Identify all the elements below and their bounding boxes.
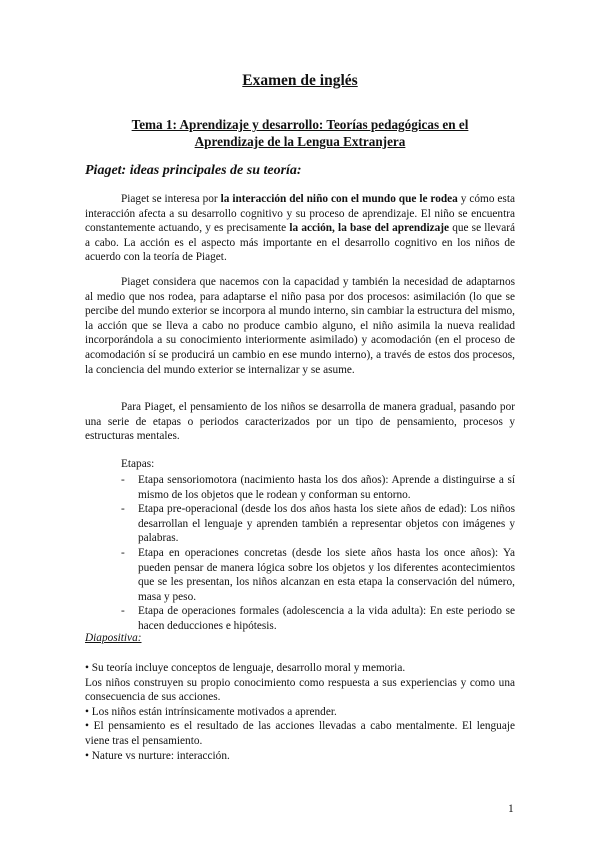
bullet-line: • Los niños están intrínsicamente motivados a aprender. <box>85 705 337 718</box>
etapa-item: - Etapa de operaciones formales (adolescencia a la vida adulta): En este periodo se hacen deducciones e hipótesis. <box>121 605 515 632</box>
paragraph-3: Para Piaget, el pensamiento de los niños se desarrolla de manera gradual, pasando por una serie de etapas o periodos caracterizados por un tipo de pensamiento, procesos y estructuras mentales. <box>85 401 515 443</box>
para1-bold-2: la acción, la base del aprendizaje <box>289 222 450 235</box>
etapas-list <box>121 473 515 634</box>
section-heading: Piaget: ideas principales de su teoría: <box>85 163 302 178</box>
subtitle-line-2: Aprendizaje de la Lengua Extranjera <box>194 134 406 149</box>
etapa-text: Etapa en operaciones concretas (desde los siete años hasta los once años): Ya pueden pensar de manera lógica sobre los objetos y los diferentes acontecimientos que se les presentan, los niños alcanzan en esta etapa la conservación del número, masa y peso. <box>138 546 515 603</box>
etapa-item: - Etapa en operaciones concretas (desde los siete años hasta los once años): Ya pueden pensar de manera lógica sobre los objetos y los diferentes acontecimientos que se les presentan, los niños alcanzan en esta etapa la conservación del número, masa y peso. <box>121 546 515 603</box>
bullet-line: • Nature vs nurture: interacción. <box>85 749 230 762</box>
etapa-text: Etapa pre-operacional (desde los dos años hasta los siete años de edad): Los niños desarrollan el lenguaje y aprenden también a representar objetos con imágenes y palabras. <box>138 503 515 545</box>
diapositiva-bullets <box>85 661 515 763</box>
etapa-text: Etapa sensoriomotora (nacimiento hasta los dos años): Aprende a distinguirse a sí mismo de los objetos que le rodean y conforman su entorno. <box>138 474 515 501</box>
bullet-line: • El pensamiento es el resultado de las acciones llevadas a cabo mentalmente. El lenguaje viene tras el pensamiento. <box>85 720 515 747</box>
document-subtitle <box>85 116 515 150</box>
bullet-line: • Su teoría incluye conceptos de lenguaje, desarrollo moral y memoria. <box>85 662 406 674</box>
para1-text-2: y cómo esta interacción afecta a su desarrollo cognitivo y su proceso de aprendizaje. El niño se encuentra constantemente actuando, y es precisamente <box>85 193 515 235</box>
etapa-item: - Etapa pre-operacional (desde los dos años hasta los siete años de edad): Los niños desarrollan el lenguaje y aprenden también a representar objetos con imágenes y palabras. <box>121 503 515 545</box>
para1-bold-1: la interacción del niño con el mundo que le rodea <box>220 193 458 205</box>
etapas-label: Etapas: <box>121 458 155 470</box>
bullet-line: Los niños construyen su propio conocimiento como respuesta a sus experiencias y como una consecuencia de sus acciones. <box>85 676 515 704</box>
etapa-item: - Etapa sensoriomotora (nacimiento hasta los dos años): Aprende a distinguirse a sí mismo de los objetos que le rodean y conforman su entorno. <box>121 474 515 501</box>
subtitle-line-1: Tema 1: Aprendizaje y desarrollo: Teorías pedagógicas en el <box>131 117 469 132</box>
document-title: Examen de inglés <box>242 72 358 89</box>
page-number: 1 <box>508 803 514 815</box>
para1-text-3: que se llevará a cabo. La acción es el aspecto más importante en el desarrollo cognitivo en los niños de acuerdo con la teoría de Piaget. <box>85 222 515 264</box>
paragraph-1 <box>85 192 515 265</box>
para1-text-1: Piaget se interesa por <box>121 193 221 205</box>
paragraph-2: Piaget considera que nacemos con la capacidad y también la necesidad de adaptarnos al medio que nos rodea, para adaptarse el niño pasa por dos procesos: asimilación (lo que se percibe del mundo exterior se incorpora al mundo interno, sin cambiar la estructura del mismo, la acción que se lleva a cabo no produce cambio alguno, el niño asimila la nueva realidad incorporándola a su conocimiento interiormente asimilado) y acomodación (en el proceso de acomodación sí se producirá un cambio en ese mundo interno), a través de estos dos procesos, la conciencia del mundo exterior se internalizar y se asume. <box>85 276 515 376</box>
etapa-text: Etapa de operaciones formales (adolescencia a la vida adulta): En este periodo se hacen deducciones e hipótesis. <box>138 605 515 632</box>
diapositiva-label: Diapositiva: <box>85 632 142 644</box>
